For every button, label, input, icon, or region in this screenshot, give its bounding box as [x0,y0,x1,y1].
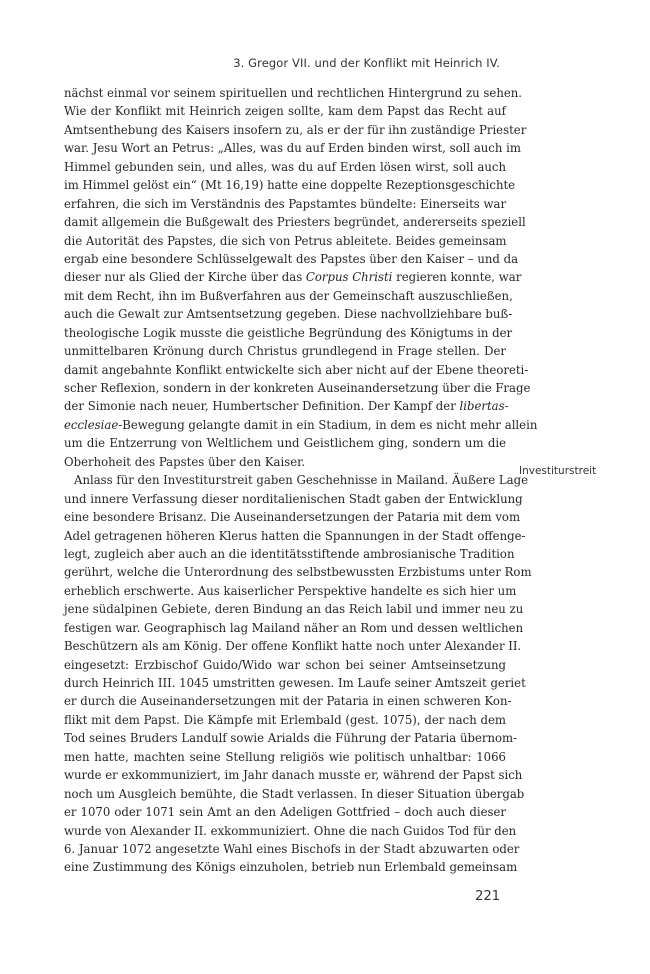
margin-note: Investiturstreit [519,465,597,477]
text-line: jene südalpinen Gebiete, deren Bindung an das Reich labil und immer neu zu [64,602,524,617]
text-line: ergab eine besondere Schlüsselgewalt des Papstes über den Kaiser – und da [64,251,519,266]
text-line: erheblich erschwerte. Aus kaiserlicher Perspektive handelte es sich hier um [64,583,517,598]
text-line: ecclesiae-Bewegung gelangte damit in ein Stadium, in dem es nicht mehr allein [64,417,538,432]
text-line: nächst einmal vor seinem spirituellen und rechtlichen Hintergrund zu sehen. [64,86,523,100]
text-line: mit dem Recht, ihn im Bußverfahren aus der Gemeinschaft auszuschließen, [64,288,513,303]
text-line: Anlass für den Investiturstreit gaben Geschehnisse in Mailand. Äußere Lage [74,473,529,488]
text-line: Amtsenthebung des Kaisers insofern zu, als er der für ihn zuständige Priester [64,122,527,137]
text-line: Himmel gebunden sein, und alles, was du auf Erden lösen wirst, soll auch [64,159,506,174]
text-line: unmittelbaren Krönung durch Christus grundlegend in Frage stellen. Der [64,344,506,359]
text-line: und innere Verfassung dieser norditalienischen Stadt gaben der Entwicklung [64,491,523,506]
text-line: wurde er exkommuniziert, im Jahr danach musste er, während der Papst sich [64,768,523,783]
text-line: flikt mit dem Papst. Die Kämpfe mit Erlembald (gest. 1075), der nach dem [64,712,506,727]
text-line: noch um Ausgleich bemühte, die Stadt verlassen. In dieser Situation übergab [64,786,525,801]
text-line: erfahren, die sich im Verständnis des Papstamtes bündelte: Einerseits war [64,196,507,211]
text-line: war. Jesu Wort an Petrus: „Alles, was du auf Erden binden wirst, soll auch im [64,141,521,156]
text-line: er durch die Auseinandersetzungen mit der Pataria in einen schweren Kon- [64,694,512,709]
text-line: gerührt, welche die Unterordnung des selbstbewussten Erzbistums unter Rom [64,565,532,580]
text-line: Adel getragenen höheren Klerus hatten die Spannungen in der Stadt offenge- [64,528,526,543]
body-text [64,84,538,877]
text-line: Oberhoheit des Papstes über den Kaiser. [64,454,306,469]
text-line: die Autorität des Papstes, die sich von Petrus ableitete. Beides gemeinsam [64,233,507,248]
text-line: auch die Gewalt zur Amtsentsetzung gegeben. Diese nachvollziehbare buß- [64,307,513,322]
text-line: legt, zugleich aber auch an die identitätsstiftende ambrosianische Tradition [64,546,515,561]
text-line: Wie der Konflikt mit Heinrich zeigen sollte, kam dem Papst das Recht auf [64,104,506,119]
text-line: 6. Januar 1072 angesetzte Wahl eines Bischofs in der Stadt abzuwarten oder [64,841,520,856]
text-line: eine Zustimmung des Königs einzuholen, betrieb nun Erlembald gemeinsam [64,860,518,875]
running-head: 3. Gregor VII. und der Konflikt mit Heinrich IV. [233,56,500,70]
text-line: eine besondere Brisanz. Die Auseinandersetzungen der Pataria mit dem vom [64,510,521,525]
text-line: theologische Logik musste die geistliche Begründung des Königtums in der [64,325,513,340]
text-line: der Simonie nach neuer, Humbertscher Definition. Der Kampf der libertas- [64,399,509,414]
text-line: scher Reflexion, sondern in der konkreten Auseinandersetzung über die Frage [64,381,531,395]
text-line: eingesetzt: Erzbischof Guido/Wido war schon bei seiner Amtseinsetzung [64,657,506,672]
text-line: um die Entzerrung von Weltlichem und Geistlichem ging, sondern um die [64,436,506,451]
text-line: Beschützern als am König. Der offene Konflikt hatte noch unter Alexander II. [64,639,522,654]
text-line: im Himmel gelöst ein“ (Mt 16,19) hatte eine doppelte Rezeptionsgeschichte [64,178,516,193]
text-line: damit angebahnte Konflikt entwickelte sich aber nicht auf der Ebene theoreti- [64,362,529,377]
text-line: men hatte, machten seine Stellung religiös wie politisch unhaltbar: 1066 [64,749,506,764]
text-line: festigen war. Geographisch lag Mailand näher an Rom und dessen weltlichen [64,620,524,635]
text-line: er 1070 oder 1071 sein Amt an den Adeligen Gottfried – doch auch dieser [64,805,506,820]
text-line: Tod seines Bruders Landulf sowie Arialds die Führung der Pataria übernom- [64,731,518,746]
text-line: dieser nur als Glied der Kirche über das Corpus Christi regieren konnte, war [64,270,522,285]
text-line: damit allgemein die Bußgewalt des Priesters begründet, andererseits speziell [64,215,526,230]
text-line: wurde von Alexander II. exkommuniziert. Ohne die nach Guidos Tod für den [64,823,517,838]
text-line: durch Heinrich III. 1045 umstritten gewesen. Im Laufe seiner Amtszeit geriet [64,676,526,690]
page-number: 221 [475,889,500,904]
